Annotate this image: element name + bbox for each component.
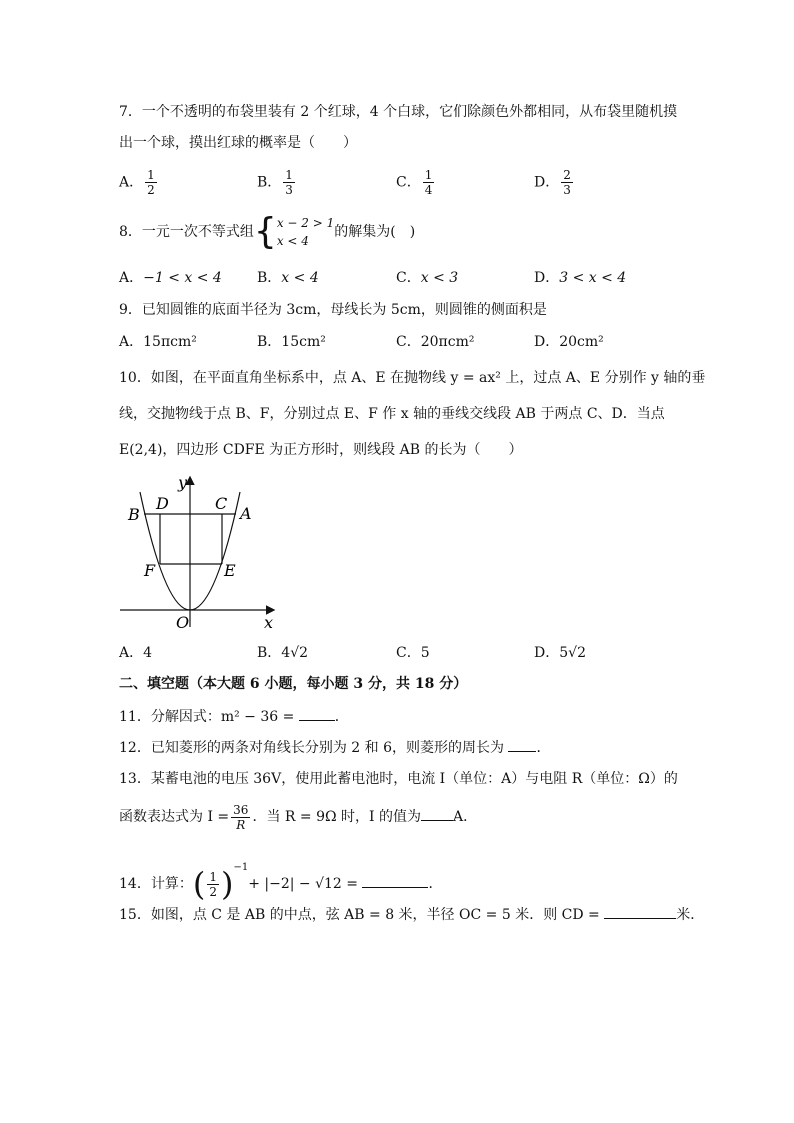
q11-stem: 11．分解因式：m² − 36 = ．	[119, 706, 349, 727]
q12-answer-blank	[508, 737, 536, 752]
q15-answer-blank	[604, 904, 676, 919]
q15-stem: 15．如图，点 C 是 AB 的中点，弦 AB = 8 米，半径 OC = 5 米．则 CD = 米．	[119, 904, 704, 925]
q9-option-c: C．20πcm²	[396, 334, 475, 350]
q10-option-b: B．4√2	[257, 645, 309, 661]
q10-figure	[118, 472, 280, 632]
q12-stem: 12．已知菱形的两条对角线长分别为 2 和 6，则菱形的周长为 ．	[119, 737, 550, 758]
q14-stem: 14．计算：( $\frac{1}{2}$ )$^{-1}$+ |−2| − √12 = ．	[119, 862, 443, 903]
label-e: E	[224, 561, 236, 580]
q7-option-d: D． $\frac{2}{3}$	[534, 168, 571, 197]
q9-option-d: D．20cm²	[534, 334, 604, 350]
label-f: F	[144, 561, 156, 580]
q7-stem-line1: 7．一个不透明的布袋里装有 2 个红球，4 个白球，它们除颜色外都相同，从布袋里随机摸	[119, 104, 678, 120]
label-o: O	[176, 613, 190, 632]
q7-stem-line2: 出一个球，摸出红球的概率是（ ）	[119, 135, 357, 151]
label-x: x	[264, 613, 274, 632]
q13-answer-blank	[421, 806, 453, 821]
label-d: D	[156, 494, 169, 513]
q13-stem-line1: 13．某蓄电池的电压 36V，使用此蓄电池时，电流 I（单位：A）与电阻 R（单位：Ω）的	[119, 771, 678, 787]
q10-option-d: D．5√2	[534, 645, 586, 661]
q14-answer-blank	[362, 873, 428, 888]
q8-option-b: B．x < 4	[257, 270, 319, 286]
q13-stem-line2: 函数表达式为 I = $\frac{36}{R}$ ．当 R = 9Ω 时，I 的值为 A．	[119, 802, 478, 832]
q9-option-b: B．15cm²	[257, 334, 326, 350]
q10-option-c: C．5	[396, 645, 430, 661]
label-b: B	[128, 505, 140, 524]
section-heading: 二、填空题（本大题 6 小题，每小题 3 分，共 18 分）	[119, 676, 468, 692]
q8-option-c: C．x < 3	[396, 270, 459, 286]
q9-stem: 9．已知圆锥的底面半径为 3cm，母线长为 5cm，则圆锥的侧面积是	[119, 302, 547, 318]
label-a: A	[240, 504, 252, 523]
q7-option-b: B． $\frac{1}{3}$	[257, 168, 293, 197]
q11-answer-blank	[299, 706, 335, 721]
q8-option-d: D．3 < x < 4	[534, 270, 627, 286]
q10-option-a: A．4	[119, 645, 153, 661]
q10-stem-line1: 10．如图，在平面直角坐标系中，点 A、E 在抛物线 y = ax² 上，过点 A、E 分别作 y 轴的垂	[119, 370, 706, 386]
label-c: C	[215, 494, 228, 513]
q10-stem-line3: E(2,4)，四边形 CDFE 为正方形时，则线段 AB 的长为（ ）	[119, 442, 523, 458]
q8-option-a: A．−1 < x < 4	[119, 270, 222, 286]
q8-stem: 8．一元一次不等式组{ x − 2 > 1 x < 4 的解集为( )	[119, 211, 416, 252]
q9-option-a: A．15πcm²	[119, 334, 197, 350]
q10-stem-line2: 线，交抛物线于点 B、F，分别过点 E、F 作 x 轴的垂线交线段 AB 于两点 C、D．当点	[119, 406, 665, 422]
q7-option-a: A． $\frac{1}{2}$	[119, 168, 155, 197]
label-y: y	[178, 473, 188, 492]
q7-option-c: C． $\frac{1}{4}$	[396, 168, 433, 197]
